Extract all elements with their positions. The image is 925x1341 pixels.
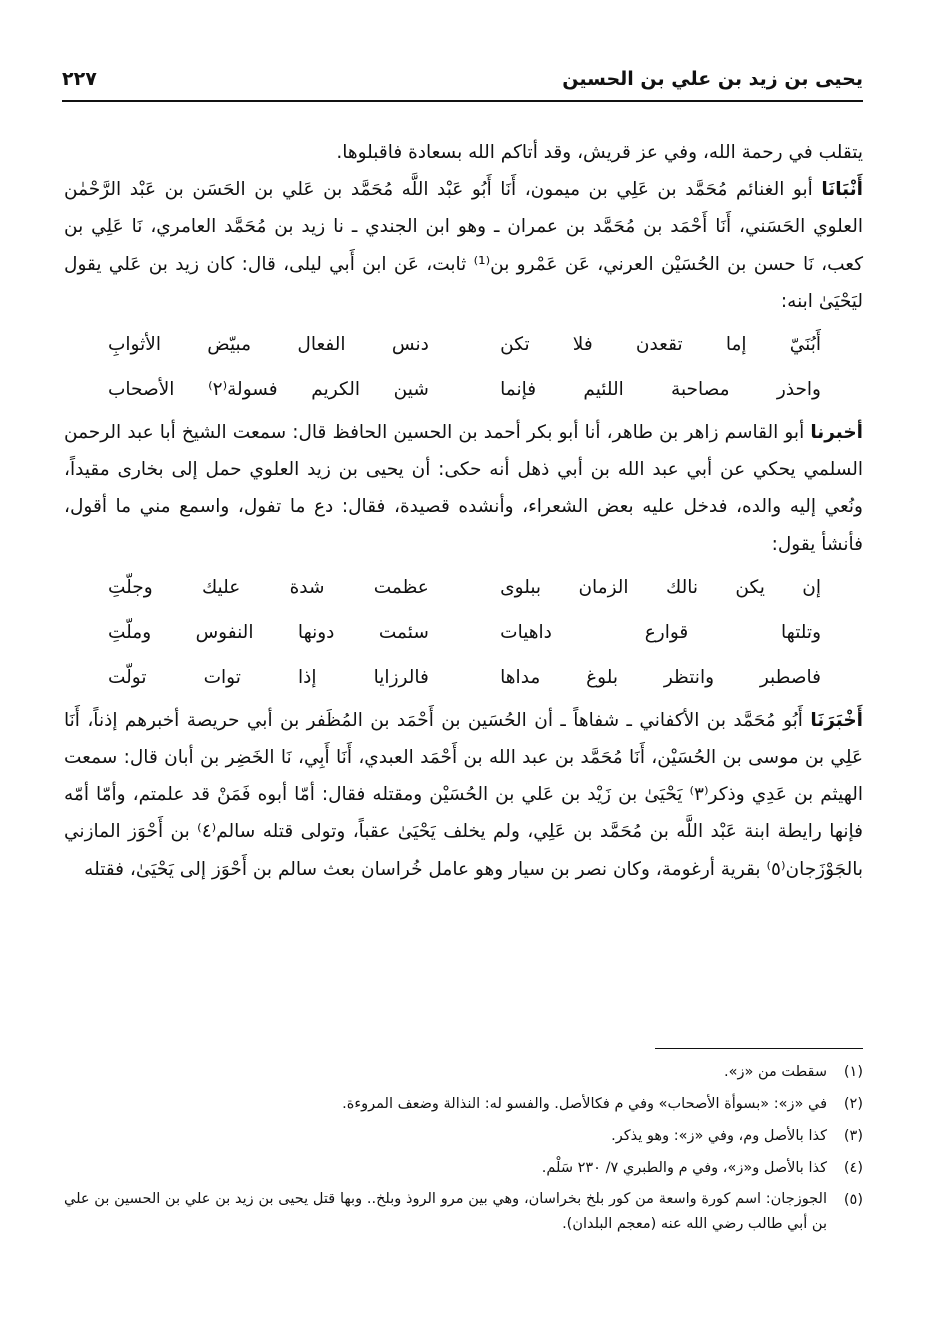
paragraph-1: يتقلب في رحمة الله، وفي عز قريش، وقد أتاكم الله بسعادة فاقبلوها. [336, 142, 863, 163]
isnad-lead: أَخْبَرَنَا [810, 709, 864, 731]
paragraph-4-text: أَبُو مُحَمَّد بن الأكفاني ـ شفاهاً ـ أن الحُسَين بن أَحْمَد بن المُظَفر بن أبي حريصة أخبرهم إذناً، أَنَا عَلِي بن موسى بن الحُسَيْن، أَنَا مُحَمَّد بن عبد الله بن أَحْمَد العبدي، أَنَا أَبِي، نَا الخَضِر بن أبان قال: سمعت الهيثم بن عَدِي وذكر⁽٣⁾ يَحْيَىٰ بن زَيْد بن عَلي بن الحُسَيْن ومقتله فقال: أمّا أبوه فَمَنْ قد علمتم، وأمّا أمّه فإنها رايطة ابنة عَبْد اللَّه بن مُحَمَّد بن عَلِي، ولم يخلف يَحْيَىٰ عقباً، وتولى قتله سالم⁽٤⁾ بن أَحْوَز المازني بالجَوْزَجان⁽٥⁾ بقرية أرغومة، وكان نصر بن سيار وهو عامل خُراسان بعث سالم بن أَحْوَز إلى يَحْيَىٰ، فقتله [64, 709, 863, 880]
isnad-lead: أَنْبَانَا [821, 179, 863, 201]
footnote-rule [655, 1048, 863, 1049]
hemistich-first: فاصطبر وانتظر بلوغ مداها [500, 666, 821, 688]
verse [108, 322, 821, 367]
hemistich-first: إن يكن نالك الزمان ببلوى [500, 576, 821, 598]
footnotes [64, 1056, 863, 1237]
footnote [64, 1184, 863, 1237]
footnote-number: (٤) [843, 1160, 863, 1176]
verse [108, 655, 821, 700]
footnote [64, 1088, 863, 1120]
footnote [64, 1152, 863, 1184]
hemistich-second: دنس الفعال مبيّض الأثوابِ [108, 334, 429, 356]
footnote-number: (٥) [843, 1192, 863, 1208]
hemistich-second: عظمت شدة عليك وجلّتِ [108, 576, 429, 598]
hemistich-first: واحذر مصاحبة اللئيم فإنما [500, 379, 821, 401]
page-number: ٢٢٧ [62, 68, 97, 90]
footnote-text: الجوزجان: اسم كورة واسعة من كور بلخ بخراسان، وهي بين مرو الروذ وبلخ.. وبها قتل يحيى بن زيد بن علي بن الحسين بن علي بن أبي طالب رضي الله عنه (معجم البلدان). [64, 1191, 827, 1232]
footnote-text: كذا بالأصل وم، وفي «ز»: وهو يذكر. [611, 1128, 827, 1144]
footnote-text: في «ز»: «بسوأة الأصحاب» وفي م فكالأصل. والفسو له: النذالة وضعف المروءة. [342, 1096, 827, 1112]
hemistich-second: سئمت دونها النفوس وملّتِ [108, 621, 429, 643]
footnote-number: (٢) [843, 1096, 863, 1112]
hemistich-first: أَبُنَيّ إما تقعدن فلا تكن [500, 334, 821, 356]
hemistich-second: فالرزايا إذا توات تولّت [108, 666, 429, 688]
paragraph-4 [64, 702, 863, 888]
hemistich-first: وتلتها قوارع داهيات [500, 621, 821, 643]
header-rule [62, 100, 863, 102]
running-title: يحيى بن زيد بن علي بن الحسين [562, 68, 863, 90]
poem-1 [108, 322, 821, 412]
paragraph-2-text: أبو الغنائم مُحَمَّد بن عَلِي بن ميمون، أَنَا أَبُو عَبْد اللَّه مُحَمَّد بن عَلي بن الحَسَن بن عَبْد الرَّحْمٰن العلوي الحَسَني، أَنَا أَحْمَد بن مُحَمَّد بن عمران ـ وهو ابن الجندي ـ نا زيد بن مُحَمَّد العامري، نَا عَلِي بن كعب، نَا حسن بن الحُسَيْن العرني، عَن عَمْرو بن⁽¹⁾ ثابت، عَن ابن أَبي ليلى، قال: كان زيد بن عَلي يقول ليَحْيَىٰ ابنه: [64, 179, 863, 312]
hemistich-second: شين الكريم فسولة⁽٢⁾ الأصحاب [108, 379, 429, 401]
running-header [62, 64, 863, 94]
footnote-number: (١) [843, 1064, 863, 1080]
footnote [64, 1056, 863, 1088]
poem-2 [108, 565, 821, 700]
verse [108, 610, 821, 655]
main-text [64, 134, 863, 888]
footnote-text: سقطت من «ز». [724, 1064, 827, 1080]
verse [108, 565, 821, 610]
paragraph-2 [64, 171, 863, 320]
footnote-text: كذا بالأصل و«ز»، وفي م والطبري ٧/ ٢٣٠ سَلْم. [541, 1160, 827, 1176]
paragraph-3 [64, 414, 863, 563]
footnote [64, 1120, 863, 1152]
isnad-lead: أخبرنا [810, 422, 863, 444]
verse [108, 367, 821, 412]
paragraph-3-text: أبو القاسم زاهر بن طاهر، أنا أبو بكر أحمد بن الحسين الحافظ قال: سمعت الشيخ أبا عبد الرحمن السلمي يحكي عن أبي عبد الله بن أبي ذهل أنه حكى: أن يحيى بن زيد العلوي حمل إلى بخارى مقيداً، ونُعي إليه والده، فدخل عليه بعض الشعراء، وأنشده قصيدة، فقال: دع ما تفول، واسمع مني ما أقول، فأنشأ يقول: [64, 422, 863, 555]
footnote-number: (٣) [843, 1128, 863, 1144]
